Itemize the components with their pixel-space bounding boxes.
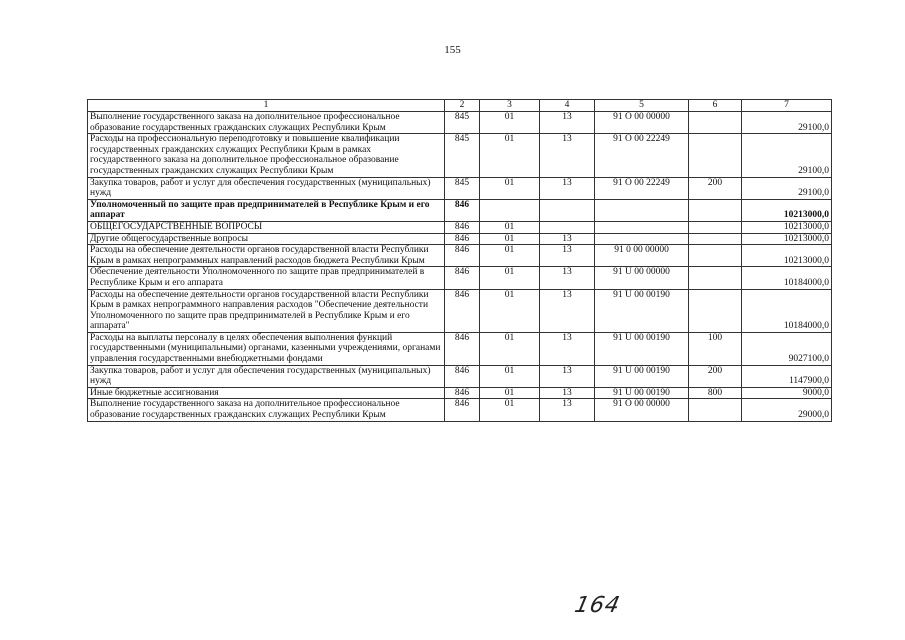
row-col3: 01: [480, 289, 540, 332]
table-row: [88, 289, 832, 332]
row-col2: 846: [445, 289, 480, 332]
row-col4: 13: [540, 112, 595, 134]
row-amount: 29000,0: [742, 399, 832, 421]
row-col2: 846: [445, 221, 480, 233]
row-col2: 846: [445, 245, 480, 267]
row-col2: 845: [445, 177, 480, 199]
row-col3: 01: [480, 233, 540, 245]
row-col3: 01: [480, 245, 540, 267]
row-col2: 846: [445, 399, 480, 421]
row-amount: 29100,0: [742, 112, 832, 134]
table-row: [88, 112, 832, 134]
column-header: 4: [540, 100, 595, 112]
page-number: 155: [444, 44, 461, 56]
row-name: Выполнение государственного заказа на дополнительное профессиональное образование государственных гражданских служащих Республики Крым: [88, 112, 445, 134]
row-col5: 91 0 00 00000: [595, 245, 689, 267]
row-col4: [540, 221, 595, 233]
row-col2: 846: [445, 199, 480, 221]
row-col3: 01: [480, 387, 540, 399]
table-header-row: [88, 100, 832, 112]
row-col6: [689, 199, 742, 221]
row-name: Расходы на выплаты персоналу в целях обеспечения выполнения функций государственными (муниципальными) органами, казенными учреждениями, органами управления государственными внебюджетными фондами: [88, 332, 445, 365]
budget-table: [87, 99, 832, 422]
row-col4: 13: [540, 387, 595, 399]
row-col6: 200: [689, 365, 742, 387]
row-amount: 1147900,0: [742, 365, 832, 387]
row-col4: 13: [540, 267, 595, 289]
row-col4: 13: [540, 332, 595, 365]
row-col6: [689, 289, 742, 332]
row-col6: [689, 221, 742, 233]
row-col2: 846: [445, 387, 480, 399]
row-col5: 91 О 00 00000: [595, 112, 689, 134]
column-header: 3: [480, 100, 540, 112]
row-name: Расходы на профессиональную переподготовку и повышение квалификации государственных гражданских служащих Республики Крым в рамках государственного заказа на дополнительное профессиональное образование государственных гражданских служащих Республики Крым: [88, 134, 445, 177]
row-col4: 13: [540, 365, 595, 387]
row-col3: 01: [480, 332, 540, 365]
row-name: Обеспечение деятельности Уполномоченного по защите прав предпринимателей в Республике Крым и его аппарата: [88, 267, 445, 289]
row-amount: 10184000,0: [742, 289, 832, 332]
row-col6: [689, 233, 742, 245]
row-amount: 10213000,0: [742, 245, 832, 267]
column-header: 1: [88, 100, 445, 112]
column-header: 5: [595, 100, 689, 112]
column-header: 2: [445, 100, 480, 112]
row-amount: 29100,0: [742, 134, 832, 177]
row-col5: 91 U 00 00190: [595, 365, 689, 387]
row-col5: 91 U 00 00190: [595, 332, 689, 365]
table-row: [88, 245, 832, 267]
table-row: [88, 221, 832, 233]
row-name: Закупка товаров, работ и услуг для обеспечения государственных (муниципальных) нужд: [88, 365, 445, 387]
row-col4: 13: [540, 233, 595, 245]
row-col2: 845: [445, 134, 480, 177]
table-row: [88, 134, 832, 177]
table-row: [88, 365, 832, 387]
row-col3: 01: [480, 399, 540, 421]
row-col5: [595, 233, 689, 245]
column-header: 7: [742, 100, 832, 112]
row-col3: 01: [480, 221, 540, 233]
row-col5: 91 U 00 00000: [595, 267, 689, 289]
row-amount: 29100,0: [742, 177, 832, 199]
table-row: [88, 332, 832, 365]
row-col2: 845: [445, 112, 480, 134]
row-col5: 91 U 00 00190: [595, 387, 689, 399]
row-col4: 13: [540, 245, 595, 267]
row-col2: 846: [445, 233, 480, 245]
table-row: [88, 177, 832, 199]
row-col4: 13: [540, 177, 595, 199]
table-row: [88, 399, 832, 421]
row-col5: 91 О 00 22249: [595, 177, 689, 199]
row-name: Уполномоченный по защите прав предпринимателей в Республике Крым и его аппарат: [88, 199, 445, 221]
row-col5: 91 О 00 00000: [595, 399, 689, 421]
row-name: ОБЩЕГОСУДАРСТВЕННЫЕ ВОПРОСЫ: [88, 221, 445, 233]
row-col3: 01: [480, 177, 540, 199]
handwritten-page-number: 164: [572, 593, 623, 618]
row-col5: [595, 221, 689, 233]
row-name: Расходы на обеспечение деятельности органов государственной власти Республики Крым в рамках непрограммных направлений расходов бюджета Республики Крым: [88, 245, 445, 267]
row-col6: [689, 245, 742, 267]
row-amount: 10213000,0: [742, 221, 832, 233]
column-header: 6: [689, 100, 742, 112]
row-col5: 91 О 00 22249: [595, 134, 689, 177]
row-amount: 9027100,0: [742, 332, 832, 365]
row-name: Расходы на обеспечение деятельности органов государственной власти Республики Крым в рамках непрограммного направления расходов "Обеспечение деятельности Уполномоченного по защите прав предпринимателей в Республике Крым и его аппарата": [88, 289, 445, 332]
row-col3: 01: [480, 365, 540, 387]
row-col6: 200: [689, 177, 742, 199]
row-amount: 9000,0: [742, 387, 832, 399]
row-name: Выполнение государственного заказа на дополнительное профессиональное образование государственных гражданских служащих Республики Крым: [88, 399, 445, 421]
row-amount: 10213000,0: [742, 199, 832, 221]
row-amount: 10213000,0: [742, 233, 832, 245]
row-col3: 01: [480, 112, 540, 134]
row-col2: 846: [445, 267, 480, 289]
row-col3: [480, 199, 540, 221]
row-col4: [540, 199, 595, 221]
row-col5: 91 U 00 00190: [595, 289, 689, 332]
row-col4: 13: [540, 289, 595, 332]
row-name: Другие общегосударственные вопросы: [88, 233, 445, 245]
table-row: [88, 267, 832, 289]
table-row: [88, 199, 832, 221]
row-name: Иные бюджетные ассигнования: [88, 387, 445, 399]
row-col6: 100: [689, 332, 742, 365]
row-col3: 01: [480, 134, 540, 177]
table-row: [88, 387, 832, 399]
row-col2: 846: [445, 365, 480, 387]
row-col6: [689, 112, 742, 134]
row-name: Закупка товаров, работ и услуг для обеспечения государственных (муниципальных) нужд: [88, 177, 445, 199]
table-row: [88, 233, 832, 245]
row-col4: 13: [540, 399, 595, 421]
row-col6: 800: [689, 387, 742, 399]
row-col6: [689, 399, 742, 421]
row-col6: [689, 267, 742, 289]
row-col6: [689, 134, 742, 177]
row-col3: 01: [480, 267, 540, 289]
row-col2: 846: [445, 332, 480, 365]
row-amount: 10184000,0: [742, 267, 832, 289]
row-col4: 13: [540, 134, 595, 177]
row-col5: [595, 199, 689, 221]
